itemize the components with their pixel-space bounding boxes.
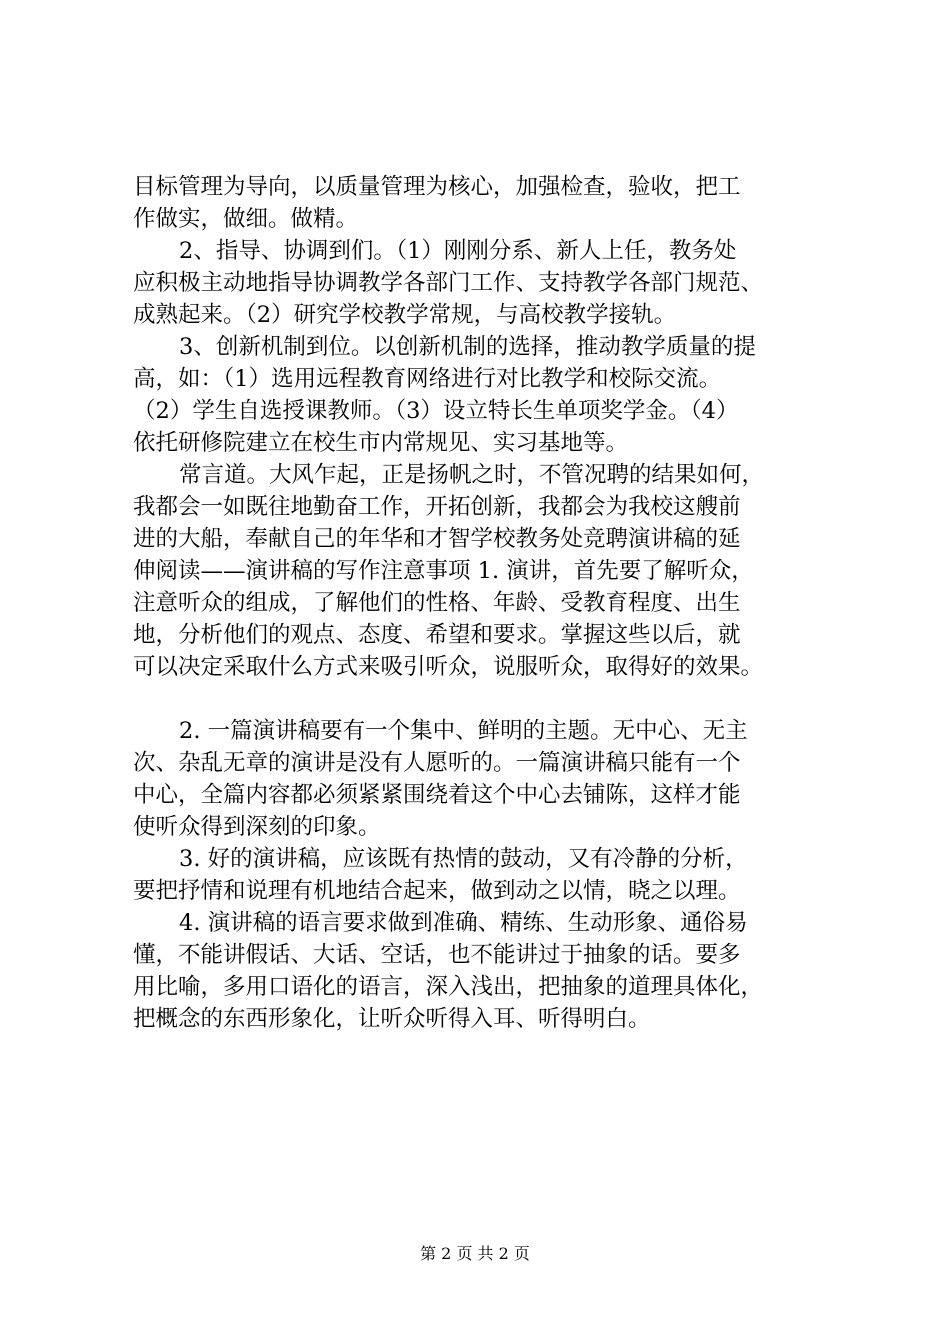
text-line: 3、创新机制到位。以创新机制的选择，推动教学质量的提: [179, 334, 756, 360]
text-line: 懂，不能讲假话、大话、空话，也不能讲过于抽象的话。要多: [133, 942, 741, 968]
text-line: 地，分析他们的观点、态度、希望和要求。掌握这些以后，就: [133, 622, 741, 648]
text-line: 我都会一如既往地勤奋工作，开拓创新，我都会为我校这艘前: [133, 494, 741, 520]
text-line: 用比喻，多用口语化的语言，深入浅出，把抽象的道理具体化，: [133, 974, 764, 1000]
text-line: （2）学生自选授课教师。（3）设立特长生单项奖学金。（4）: [133, 398, 739, 424]
text-line: 4. 演讲稿的语言要求做到准确、精练、生动形象、通俗易: [179, 910, 748, 936]
text-line: 应积极主动地指导协调教学各部门工作、支持教学各部门规范、: [133, 270, 764, 296]
text-line: 作做实，做细。做精。: [133, 206, 359, 232]
text-line: 伸阅读——演讲稿的写作注意事项 1. 演讲，首先要了解听众，: [133, 558, 754, 584]
text-line: 进的大船，奉献自己的年华和才智学校教务处竞聘演讲稿的延: [133, 526, 741, 552]
document-body: [133, 171, 853, 1035]
text-line: 注意听众的组成，了解他们的性格、年龄、受教育程度、出生: [133, 590, 741, 616]
text-line: 把概念的东西形象化，让听众听得入耳、听得明白。: [133, 1006, 651, 1032]
text-line: 成熟起来。（2）研究学校教学常规，与高校教学接轨。: [133, 302, 677, 328]
text-line: 次、杂乱无章的演讲是没有人愿听的。一篇演讲稿只能有一个: [133, 750, 741, 776]
text-line: 高，如：（1）选用远程教育网络进行对比教学和校际交流。: [133, 366, 722, 392]
text-line: 常言道。大风乍起，正是扬帆之时，不管况聘的结果如何，: [179, 462, 765, 488]
text-line: 2. 一篇演讲稿要有一个集中、鲜明的主题。无中心、无主: [179, 718, 748, 744]
text-line: 中心，全篇内容都必须紧紧围绕着这个中心去铺陈，这样才能: [133, 782, 741, 808]
text-line: 使听众得到深刻的印象。: [133, 814, 381, 840]
text-line: 2、指导、协调到们。（1）刚刚分系、新人上任，教务处: [179, 238, 737, 264]
text-line: 依托研修院建立在校生市内常规见、实习基地等。: [133, 430, 629, 456]
text-line: 要把抒情和说理有机地结合起来，做到动之以情，晓之以理。: [133, 878, 741, 904]
text-line: 目标管理为导向，以质量管理为核心，加强检查，验收，把工: [133, 174, 741, 200]
text-line: 可以决定采取什么方式来吸引听众，说服听众，取得好的效果。: [133, 654, 764, 680]
text-line: 3. 好的演讲稿，应该既有热情的鼓动，又有冷静的分析，: [179, 846, 748, 872]
paragraph-spacer: [133, 683, 853, 715]
page-number-footer: 第 2 页 共 2 页: [420, 1244, 530, 1263]
